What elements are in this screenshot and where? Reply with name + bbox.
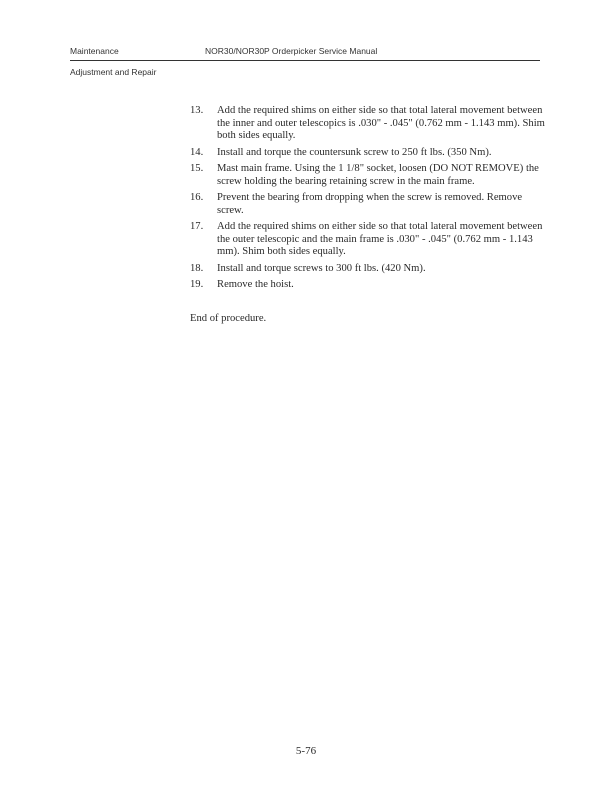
step-number: 18.: [190, 262, 204, 274]
step-number: 15.: [190, 163, 204, 174]
header-divider: [70, 60, 540, 61]
step-number: 16.: [190, 192, 204, 203]
procedure-step: [190, 279, 545, 292]
header-manual-title: NOR30/NOR30P Orderpicker Service Manual: [205, 46, 378, 56]
step-text: Add the required shims on either side so that total lateral movement between the inner and outer telescopics is .030" - .045" (0.762 mm - 1.143 mm). Shim both sides equally.: [217, 105, 545, 141]
page-number: 5-76: [295, 745, 317, 757]
header-subsection-title: Adjustment and Repair: [70, 67, 157, 77]
step-number: 14.: [190, 146, 204, 158]
procedure-step: [190, 221, 545, 259]
procedure-step: [190, 263, 545, 276]
end-of-procedure: End of procedure.: [190, 313, 267, 324]
step-text: Remove the hoist.: [217, 279, 294, 290]
procedure-steps: [190, 105, 545, 296]
step-number: 17.: [190, 221, 204, 232]
step-text: Mast main frame. Using the 1 1/8" socket, loosen (DO NOT REMOVE) the screw holding the bearing retaining screw in the main frame.: [217, 163, 539, 187]
procedure-step: [190, 147, 545, 160]
step-text: Prevent the bearing from dropping when the screw is removed. Remove screw.: [217, 192, 523, 216]
procedure-step: [190, 192, 545, 217]
step-text: Install and torque screws to 300 ft lbs. (420 Nm).: [217, 262, 426, 274]
procedure-step: [190, 105, 545, 143]
step-number: 19.: [190, 279, 204, 290]
procedure-step: [190, 163, 545, 188]
step-number: 13.: [190, 105, 204, 116]
step-text: Add the required shims on either side so that total lateral movement between the outer telescopic and the main frame is .030" - .045" (0.762 mm - 1.143 mm). Shim both sides equally.: [217, 221, 543, 257]
page-header: [70, 46, 540, 60]
step-text: Install and torque the countersunk screw to 250 ft lbs. (350 Nm).: [217, 146, 492, 158]
header-section-title: Maintenance: [70, 46, 119, 56]
